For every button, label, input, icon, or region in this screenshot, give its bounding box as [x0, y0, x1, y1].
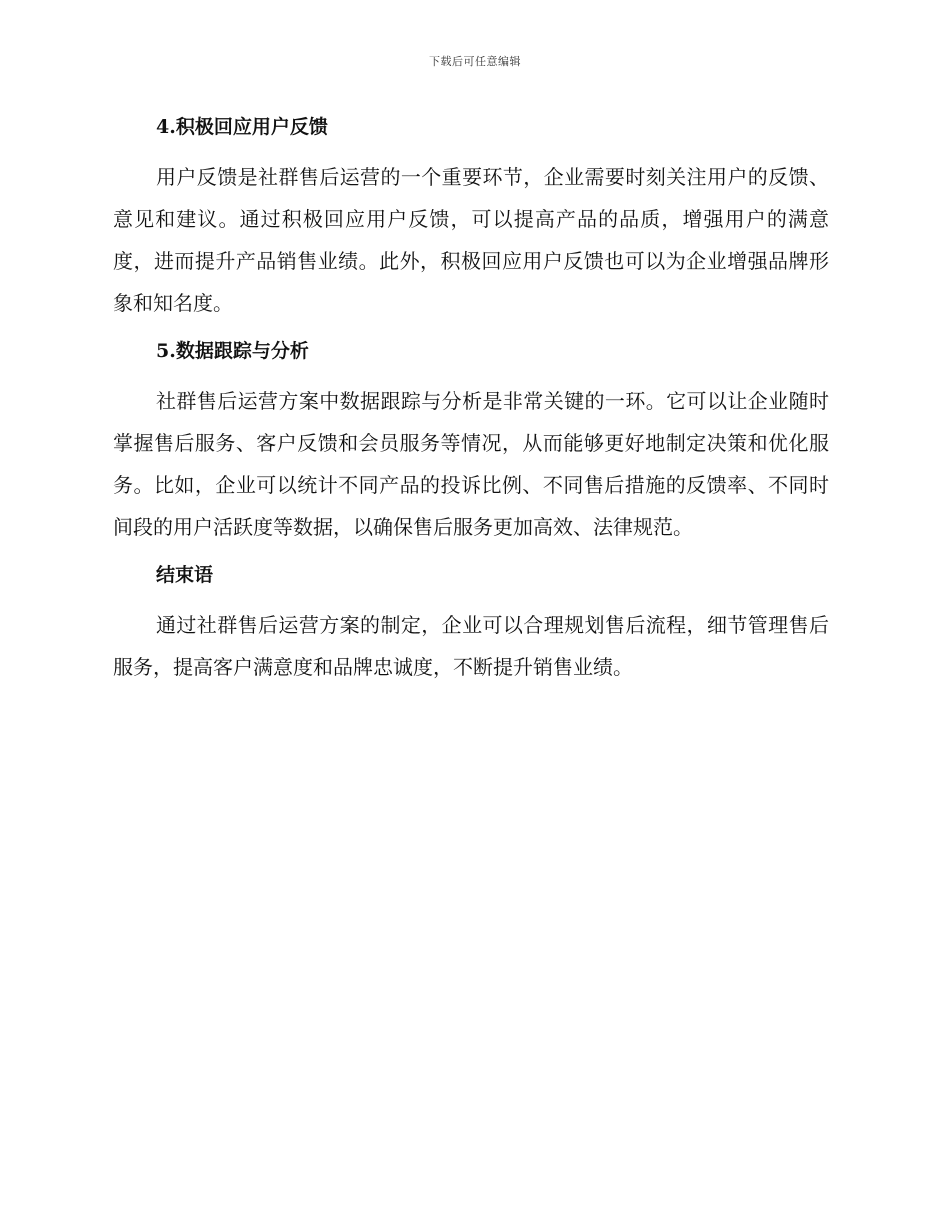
section-heading-feedback: 4.积极回应用户反馈	[156, 116, 328, 138]
section-paragraph-feedback: 用户反馈是社群售后运营的一个重要环节，企业需要时刻关注用户的反馈、意见和建议。通过积极回应用户反馈，可以提高产品的品质，增强用户的满意度，进而提升产品销售业绩。此外，积极回应用户反馈也可以为企业增强品牌形象和知名度。	[113, 165, 829, 315]
section-heading-data-tracking: 5.数据跟踪与分析	[156, 340, 309, 362]
section-paragraph-data-tracking: 社群售后运营方案中数据跟踪与分析是非常关键的一环。它可以让企业随时掌握售后服务、客户反馈和会员服务等情况，从而能够更好地制定决策和优化服务。比如，企业可以统计不同产品的投诉比例、不同售后措施的反馈率、不同时间段的用户活跃度等数据，以确保售后服务更加高效、法律规范。	[113, 389, 829, 539]
section-paragraph-conclusion: 通过社群售后运营方案的制定，企业可以合理规划售后流程，细节管理售后服务，提高客户满意度和品牌忠诚度，不断提升销售业绩。	[113, 613, 829, 679]
page-header: 下载后可任意编辑	[429, 55, 521, 68]
document-body	[113, 112, 829, 688]
section-heading-conclusion: 结束语	[156, 564, 214, 586]
